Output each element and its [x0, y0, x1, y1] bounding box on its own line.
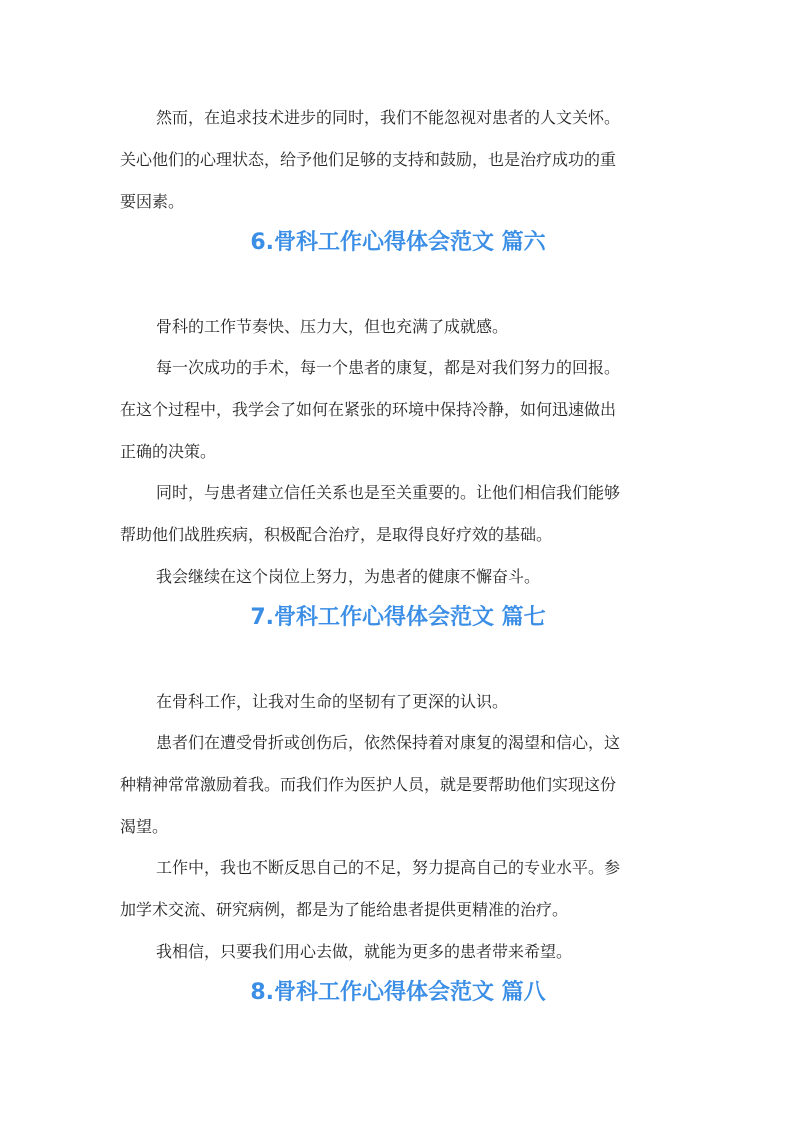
paragraph-line: 关心他们的心理状态，给予他们足够的支持和鼓励，也是治疗成功的重: [120, 150, 617, 169]
paragraph-line: 患者们在遭受骨折或创伤后，依然保持着对康复的渴望和信心，这: [156, 733, 621, 752]
paragraph-line: 然而，在追求技术进步的同时，我们不能忽视对患者的人文关怀。: [156, 108, 621, 127]
paragraph-line: 每一次成功的手术，每一个患者的康复，都是对我们努力的回报。: [156, 358, 621, 377]
paragraph-line: 我相信，只要我们用心去做，就能为更多的患者带来希望。: [156, 942, 573, 961]
section-heading-7: 7.骨科工作心得体会范文 篇七: [250, 605, 546, 630]
paragraph-line: 在这个过程中，我学会了如何在紧张的环境中保持冷静，如何迅速做出: [120, 400, 617, 419]
paragraph-line: 我会继续在这个岗位上努力，为患者的健康不懈奋斗。: [156, 567, 541, 586]
paragraph-line: 要因素。: [120, 192, 185, 211]
paragraph-line: 正确的决策。: [120, 442, 217, 461]
paragraph-line: 帮助他们战胜疾病，积极配合治疗，是取得良好疗效的基础。: [120, 525, 553, 544]
paragraph-line: 同时，与患者建立信任关系也是至关重要的。让他们相信我们能够: [156, 483, 621, 502]
paragraph-line: 加学术交流、研究病例，都是为了能给患者提供更精准的治疗。: [120, 900, 569, 919]
section-heading-6: 6.骨科工作心得体会范文 篇六: [250, 230, 546, 255]
paragraph-line: 在骨科工作，让我对生命的坚韧有了更深的认识。: [156, 692, 509, 711]
paragraph-line: 骨科的工作节奏快、压力大，但也充满了成就感。: [156, 317, 509, 336]
paragraph-line: 种精神常常激励着我。而我们作为医护人员，就是要帮助他们实现这份: [120, 775, 617, 794]
section-heading-8: 8.骨科工作心得体会范文 篇八: [250, 980, 546, 1005]
paragraph-line: 工作中，我也不断反思自己的不足，努力提高自己的专业水平。参: [156, 858, 621, 877]
paragraph-line: 渴望。: [120, 817, 169, 836]
